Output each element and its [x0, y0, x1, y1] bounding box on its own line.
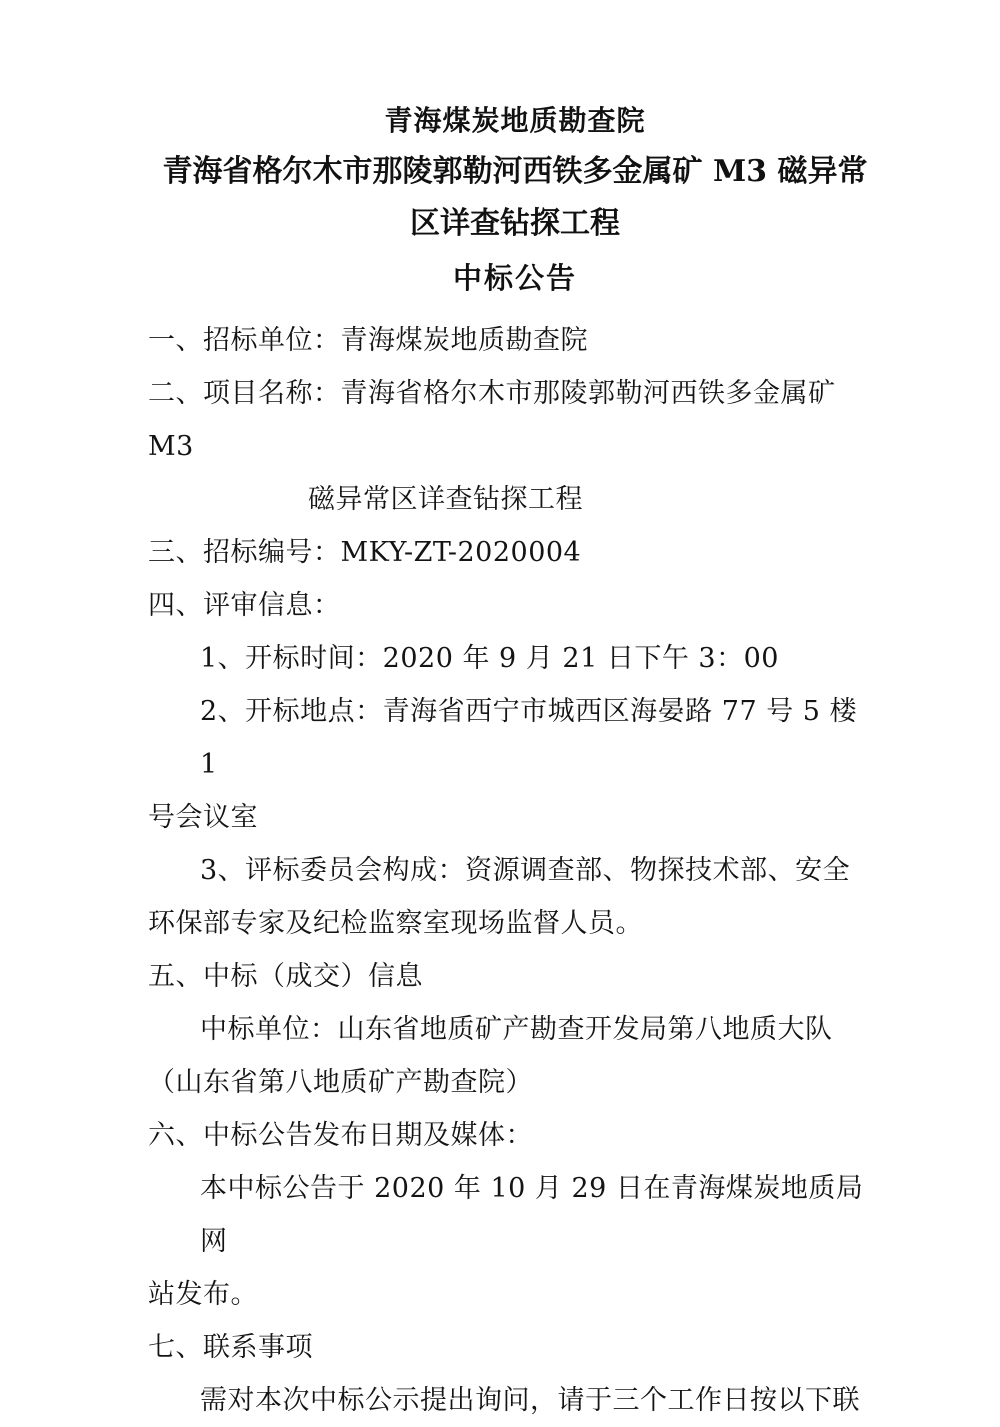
project-title-line-2: 区详查钻探工程: [410, 206, 620, 241]
section-publish-media-line-1: 六、中标公告发布日期及媒体：: [148, 1120, 533, 1151]
section-winning-info-line-1: 五、中标（成交）信息: [148, 961, 423, 992]
section-winning-unit-line-1: 中标单位：山东省地质矿产勘查开发局第八地质大队: [200, 1014, 833, 1045]
section-tender-unit-line-1: 一、招标单位：青海煤炭地质勘查院: [148, 325, 588, 356]
section-bid-open-place-line-1: 2、开标地点：青海省西宁市城西区海晏路 77 号 5 楼 1: [200, 696, 867, 780]
section-bid-open-time-line-1: 1、开标时间：2020 年 9 月 21 日下午 3：00: [200, 643, 779, 674]
section-contact-detail-line-1: 需对本次中标公示提出询问，请于三个工作日按以下联: [200, 1385, 860, 1416]
document-header: [148, 96, 882, 306]
section-bid-open-place-line-2: 号会议室: [148, 802, 258, 833]
project-title-line-1: 青海省格尔木市那陵郭勒河西铁多金属矿 M3 磁异常: [162, 154, 868, 189]
section-project-name-line-1: 二、项目名称：青海省格尔木市那陵郭勒河西铁多金属矿 M3: [148, 378, 845, 462]
section-committee-line-1: 3、评标委员会构成：资源调查部、物探技术部、安全: [200, 855, 851, 886]
section-project-name-line-2: 磁异常区详查钻探工程: [308, 484, 583, 515]
section-publish-detail-line-2: 站发布。: [148, 1279, 258, 1310]
section-tender-number-line-1: 三、招标编号：MKY-ZT-2020004: [148, 537, 582, 568]
section-committee-line-2: 环保部专家及纪检监察室现场监督人员。: [148, 908, 643, 939]
document-type: 中标公告: [452, 261, 577, 295]
organization-name: 青海煤炭地质勘查院: [384, 104, 646, 137]
section-winning-unit-line-2: （山东省第八地质矿产勘查院）: [148, 1067, 533, 1098]
section-contact-title-line-1: 七、联系事项: [148, 1332, 313, 1363]
section-publish-detail-line-1: 本中标公告于 2020 年 10 月 29 日在青海煤炭地质局网: [200, 1173, 864, 1257]
section-review-info-line-1: 四、评审信息：: [148, 590, 341, 621]
document-body: [148, 314, 882, 1427]
